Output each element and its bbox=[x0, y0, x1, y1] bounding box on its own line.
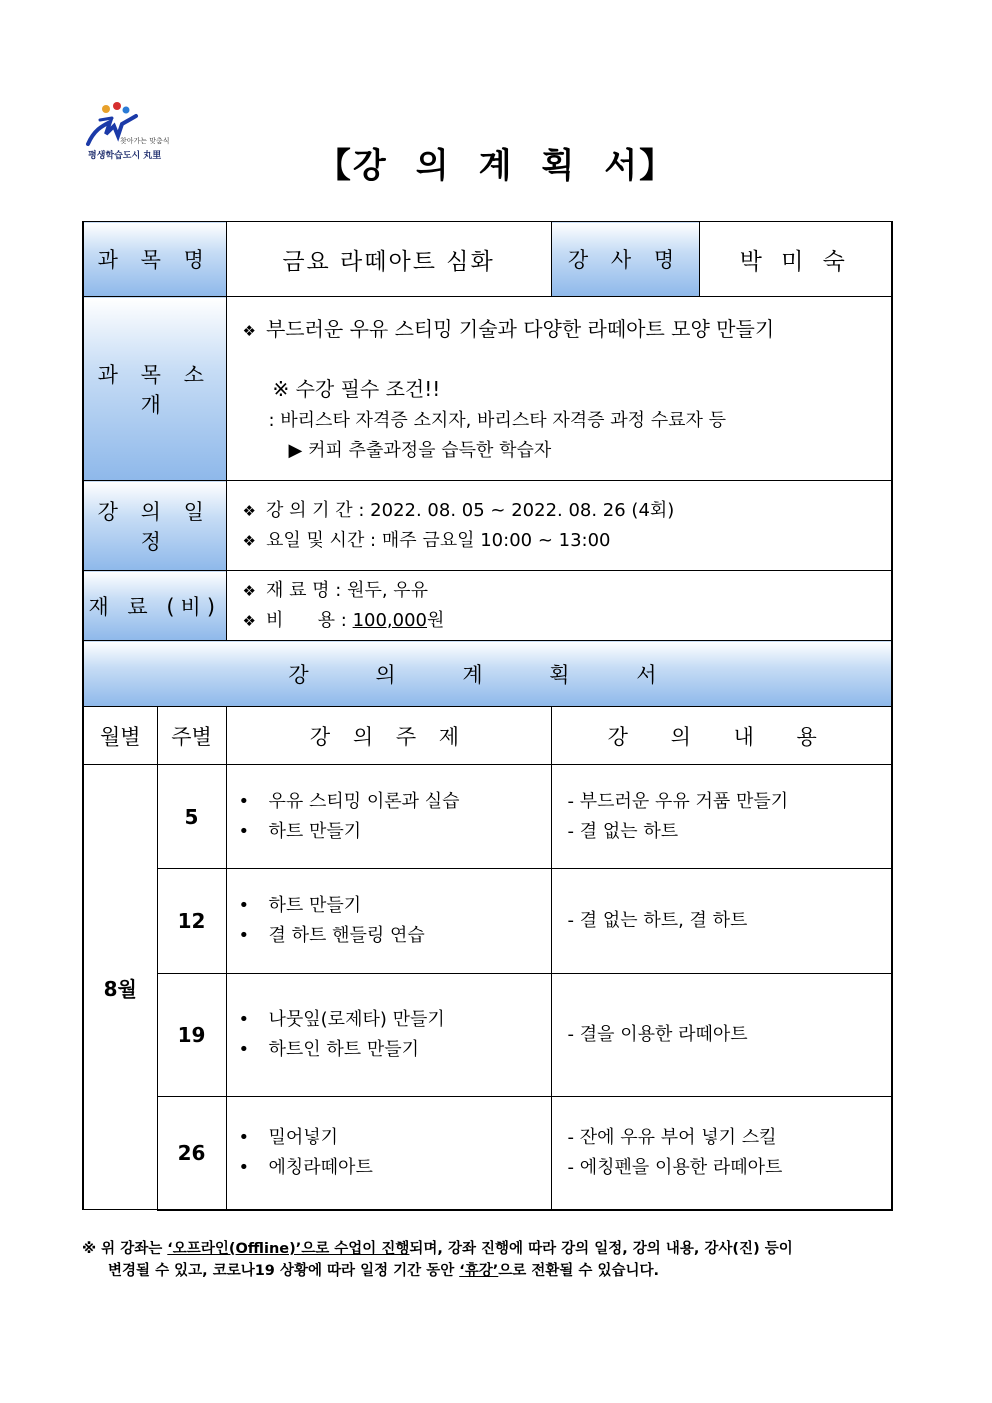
logo-tagline: 찾아가는 맞춤식 bbox=[120, 137, 170, 145]
content-item: - 에칭펜을 이용한 라떼아트 bbox=[567, 1156, 783, 1178]
topic-item: 하트 만들기 bbox=[268, 820, 362, 842]
month-cell: 8월 bbox=[83, 765, 157, 1210]
content-cell bbox=[551, 974, 892, 1097]
footnote-text: ‘오프라인(Offline)’으로 수업이 진행 bbox=[167, 1241, 410, 1257]
footnote-text: ‘휴강’ bbox=[459, 1263, 499, 1279]
content-item: - 잔에 우유 부어 넣기 스킬 bbox=[567, 1126, 777, 1148]
course-row bbox=[83, 222, 892, 297]
bullet-icon: • bbox=[238, 895, 250, 916]
content-cell bbox=[551, 765, 892, 869]
diamond-icon: ❖ bbox=[242, 611, 256, 630]
footnote-mark: ※ bbox=[82, 1241, 97, 1257]
bullet-icon: • bbox=[238, 1156, 250, 1178]
plan-title: 강 의 계 획 서 bbox=[83, 641, 892, 707]
diamond-icon: ❖ bbox=[242, 321, 256, 340]
plan-header-row bbox=[83, 707, 892, 765]
title-char: 계 bbox=[478, 146, 514, 186]
footnote-text: 변경될 수 있고, 코로나19 상황에 따라 일정 기간 동안 bbox=[108, 1263, 460, 1279]
materials-cost-unit: 원 bbox=[427, 609, 445, 631]
course-name-label: 과 목 명 bbox=[83, 222, 226, 297]
schedule-content bbox=[226, 481, 892, 571]
instructor-name: 박 미 숙 bbox=[699, 222, 892, 297]
footnote-text: 위 강좌는 bbox=[101, 1241, 168, 1257]
topic-item: 하트 만들기 bbox=[268, 895, 362, 916]
materials-label: 재 료 (비) bbox=[83, 571, 226, 641]
topic-item: 결 하트 핸들링 연습 bbox=[268, 925, 425, 946]
col-week: 주별 bbox=[157, 707, 226, 765]
plan-row bbox=[83, 765, 892, 869]
plan-row bbox=[83, 1097, 892, 1210]
requirement-title: ※ 수강 필수 조건!! bbox=[272, 376, 441, 401]
materials-names: 재 료 명 : 원두, 우유 bbox=[265, 579, 429, 601]
topic-item: 에칭라떼아트 bbox=[268, 1156, 373, 1178]
title-char: 획 bbox=[541, 146, 577, 186]
content-cell bbox=[551, 1097, 892, 1210]
plan-row bbox=[83, 869, 892, 974]
requirement-line: ▶ 커피 추출과정을 습득한 학습자 bbox=[288, 439, 552, 461]
topic-cell bbox=[226, 765, 551, 869]
title-char: 【강 bbox=[316, 146, 388, 186]
col-topic: 강 의 주 제 bbox=[226, 707, 551, 765]
bullet-icon: • bbox=[238, 1009, 250, 1030]
materials-cost-amount: 100,000 bbox=[352, 609, 428, 631]
logo-text: 평생학습도시 丸里 bbox=[88, 151, 162, 161]
week-cell: 5 bbox=[157, 765, 226, 869]
content-item: - 결 없는 하트 bbox=[567, 820, 679, 842]
topic-cell bbox=[226, 869, 551, 974]
footnote bbox=[82, 1238, 902, 1282]
materials-content bbox=[226, 571, 892, 641]
topic-item: 우유 스티밍 이론과 실습 bbox=[268, 790, 460, 812]
lecture-plan-table bbox=[82, 221, 893, 1211]
plan-title-row bbox=[83, 641, 892, 707]
footnote-text: 되며, 강좌 진행에 따라 강의 일정, 강의 내용, 강사(진) 등이 bbox=[409, 1241, 793, 1257]
topic-cell bbox=[226, 974, 551, 1097]
diamond-icon: ❖ bbox=[242, 531, 256, 550]
footnote-text: 으로 전환될 수 있습니다. bbox=[498, 1263, 660, 1279]
content-cell bbox=[551, 869, 892, 974]
intro-label: 과 목 소 개 bbox=[83, 297, 226, 481]
week-cell: 26 bbox=[157, 1097, 226, 1210]
topic-item: 밀어넣기 bbox=[268, 1126, 339, 1148]
materials-cost-prefix: 비 용 : bbox=[265, 609, 353, 631]
diamond-icon: ❖ bbox=[242, 581, 256, 600]
schedule-time: 요일 및 시간 : 매주 금요일 10:00 ~ 13:00 bbox=[265, 529, 611, 551]
course-name: 금요 라떼아트 심화 bbox=[226, 222, 551, 297]
content-item: - 부드러운 우유 거품 만들기 bbox=[567, 790, 789, 812]
topic-cell bbox=[226, 1097, 551, 1210]
diamond-icon: ❖ bbox=[242, 501, 256, 520]
col-month: 월별 bbox=[83, 707, 157, 765]
plan-row bbox=[83, 974, 892, 1097]
bullet-icon: • bbox=[238, 925, 250, 946]
title-char: 서】 bbox=[604, 146, 676, 186]
bullet-icon: • bbox=[238, 790, 250, 812]
content-item: - 결을 이용한 라떼아트 bbox=[567, 1024, 748, 1045]
requirement-line: : 바리스타 자격증 소지자, 바리스타 자격증 과정 수료자 등 bbox=[268, 409, 726, 431]
schedule-period: 강 의 기 간 : 2022. 08. 05 ~ 2022. 08. 26 (4회) bbox=[265, 499, 675, 521]
bullet-icon: • bbox=[238, 1126, 250, 1148]
bullet-icon: • bbox=[238, 1039, 250, 1060]
week-cell: 12 bbox=[157, 869, 226, 974]
intro-content bbox=[226, 297, 892, 481]
schedule-label: 강 의 일 정 bbox=[83, 481, 226, 571]
intro-line: 부드러운 우유 스티밍 기술과 다양한 라떼아트 모양 만들기 bbox=[265, 316, 775, 341]
title-char: 의 bbox=[415, 146, 451, 186]
intro-row bbox=[83, 297, 892, 481]
page-title bbox=[0, 138, 992, 187]
week-cell: 19 bbox=[157, 974, 226, 1097]
materials-row bbox=[83, 571, 892, 641]
bullet-icon: • bbox=[238, 820, 250, 842]
topic-item: 나뭇잎(로제타) 만들기 bbox=[268, 1009, 445, 1030]
col-content: 강 의 내 용 bbox=[551, 707, 892, 765]
schedule-row bbox=[83, 481, 892, 571]
content-item: - 결 없는 하트, 결 하트 bbox=[567, 910, 748, 931]
topic-item: 하트인 하트 만들기 bbox=[268, 1039, 420, 1060]
instructor-label: 강 사 명 bbox=[551, 222, 699, 297]
